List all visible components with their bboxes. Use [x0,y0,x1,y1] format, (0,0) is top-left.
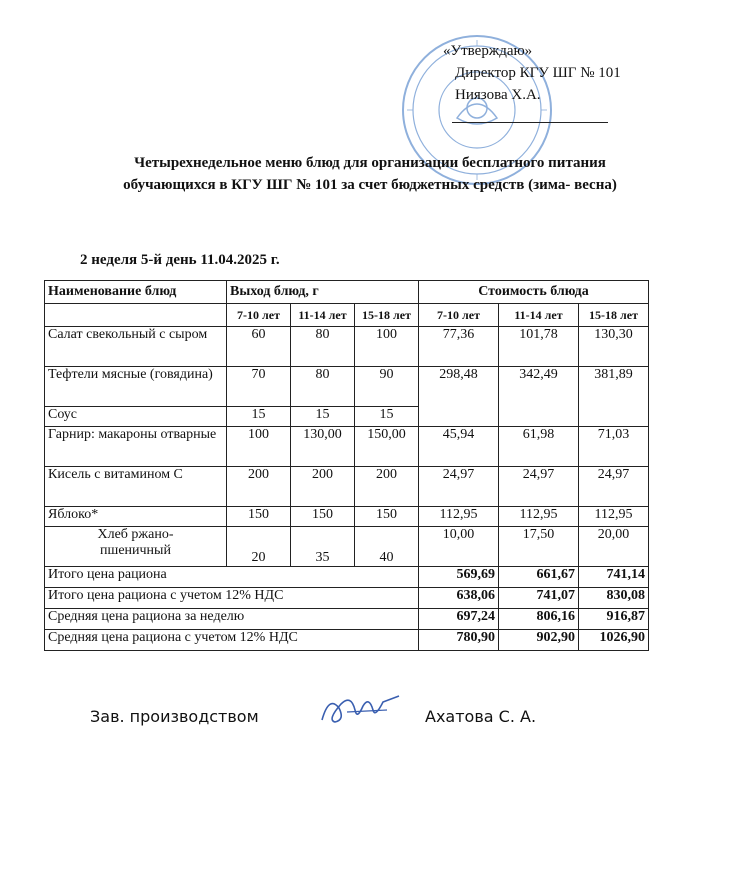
dish-name: Тефтели мясные (говядина) [45,367,227,407]
cost-value: 77,36 [419,327,499,367]
totals-value: 830,08 [579,588,649,609]
output-value: 150 [227,507,291,527]
totals-value: 741,14 [579,567,649,588]
output-value: 80 [291,367,355,407]
totals-label: Средняя цена рациона за неделю [45,609,419,630]
cost-value: 71,03 [579,427,649,467]
table-row [45,467,649,507]
output-value: 100 [227,427,291,467]
table-header-row [45,281,649,304]
dish-name: Яблоко* [45,507,227,527]
cost-value: 101,78 [499,327,579,367]
dish-name: Салат свекольный с сыром [45,327,227,367]
menu-day-heading: 2 неделя 5-й день 11.04.2025 г. [80,252,280,268]
totals-label: Средняя цена рациона с учетом 12% НДС [45,630,419,651]
cost-value: 61,98 [499,427,579,467]
footer-role: Зав. производством [90,707,259,726]
output-value: 200 [291,467,355,507]
header-cost-age-7-10: 7-10 лет [419,304,499,327]
approval-block [443,40,621,106]
cost-value: 24,97 [499,467,579,507]
header-cost-age-15-18: 15-18 лет [579,304,649,327]
cost-value: 298,48 [419,367,499,427]
totals-value: 1026,90 [579,630,649,651]
output-value: 150,00 [355,427,419,467]
cost-value: 381,89 [579,367,649,427]
totals-row [45,630,649,651]
cost-value: 112,95 [499,507,579,527]
approval-line-director: Директор КГУ ШГ № 101 [455,65,621,81]
totals-value: 638,06 [419,588,499,609]
document-title [60,152,680,196]
cost-value: 112,95 [419,507,499,527]
header-cost-age-11-14: 11-14 лет [499,304,579,327]
cost-value: 112,95 [579,507,649,527]
dish-name: Гарнир: макароны отварные [45,427,227,467]
totals-row [45,567,649,588]
output-value: 200 [355,467,419,507]
header-output-age-11-14: 11-14 лет [291,304,355,327]
totals-value: 697,24 [419,609,499,630]
output-value: 60 [227,327,291,367]
cost-value: 130,30 [579,327,649,367]
totals-value: 916,87 [579,609,649,630]
table-subheader-row [45,304,649,327]
cost-value: 45,94 [419,427,499,467]
dish-name: Кисель с витамином С [45,467,227,507]
output-value: 20 [227,527,291,567]
header-output-age-15-18: 15-18 лет [355,304,419,327]
output-value: 40 [355,527,419,567]
totals-row [45,609,649,630]
output-value: 35 [291,527,355,567]
output-value: 15 [291,407,355,427]
output-value: 100 [355,327,419,367]
totals-value: 661,67 [499,567,579,588]
table-row [45,527,649,567]
totals-value: 806,16 [499,609,579,630]
output-value: 90 [355,367,419,407]
totals-value: 569,69 [419,567,499,588]
totals-value: 741,07 [499,588,579,609]
approval-line-name: Ниязова Х.А. [455,87,541,103]
approval-line-approve: «Утверждаю» [443,43,533,59]
table-row [45,427,649,467]
dish-name: Хлеб ржано-пшеничный [45,527,227,567]
dish-name: Соус [45,407,227,427]
totals-value: 780,90 [419,630,499,651]
output-value: 70 [227,367,291,407]
header-output-age-7-10: 7-10 лет [227,304,291,327]
cost-value: 342,49 [499,367,579,427]
cost-value: 24,97 [579,467,649,507]
cost-value: 24,97 [419,467,499,507]
table-row [45,327,649,367]
output-value: 15 [227,407,291,427]
output-value: 130,00 [291,427,355,467]
output-value: 200 [227,467,291,507]
output-value: 150 [291,507,355,527]
cost-value: 10,00 [419,527,499,567]
totals-label: Итого цена рациона [45,567,419,588]
header-output: Выход блюд, г [227,281,419,304]
header-dish-name: Наименование блюд [45,281,227,304]
header-cost: Стоимость блюда [419,281,649,304]
approval-signature-line [452,122,608,123]
totals-row [45,588,649,609]
cost-value: 20,00 [579,527,649,567]
totals-label: Итого цена рациона с учетом 12% НДС [45,588,419,609]
title-line-1: Четырехнедельное меню блюд для организации бесплатного питания [134,155,606,171]
cost-value: 17,50 [499,527,579,567]
totals-value: 902,90 [499,630,579,651]
table-row [45,507,649,527]
title-line-2: обучающихся в КГУ ШГ № 101 за счет бюджетных средств (зима- весна) [123,177,617,193]
output-value: 80 [291,327,355,367]
footer-name: Ахатова С. А. [425,707,537,726]
table-row [45,367,649,407]
output-value: 15 [355,407,419,427]
output-value: 150 [355,507,419,527]
handwritten-signature [317,690,407,730]
menu-table [44,280,649,651]
